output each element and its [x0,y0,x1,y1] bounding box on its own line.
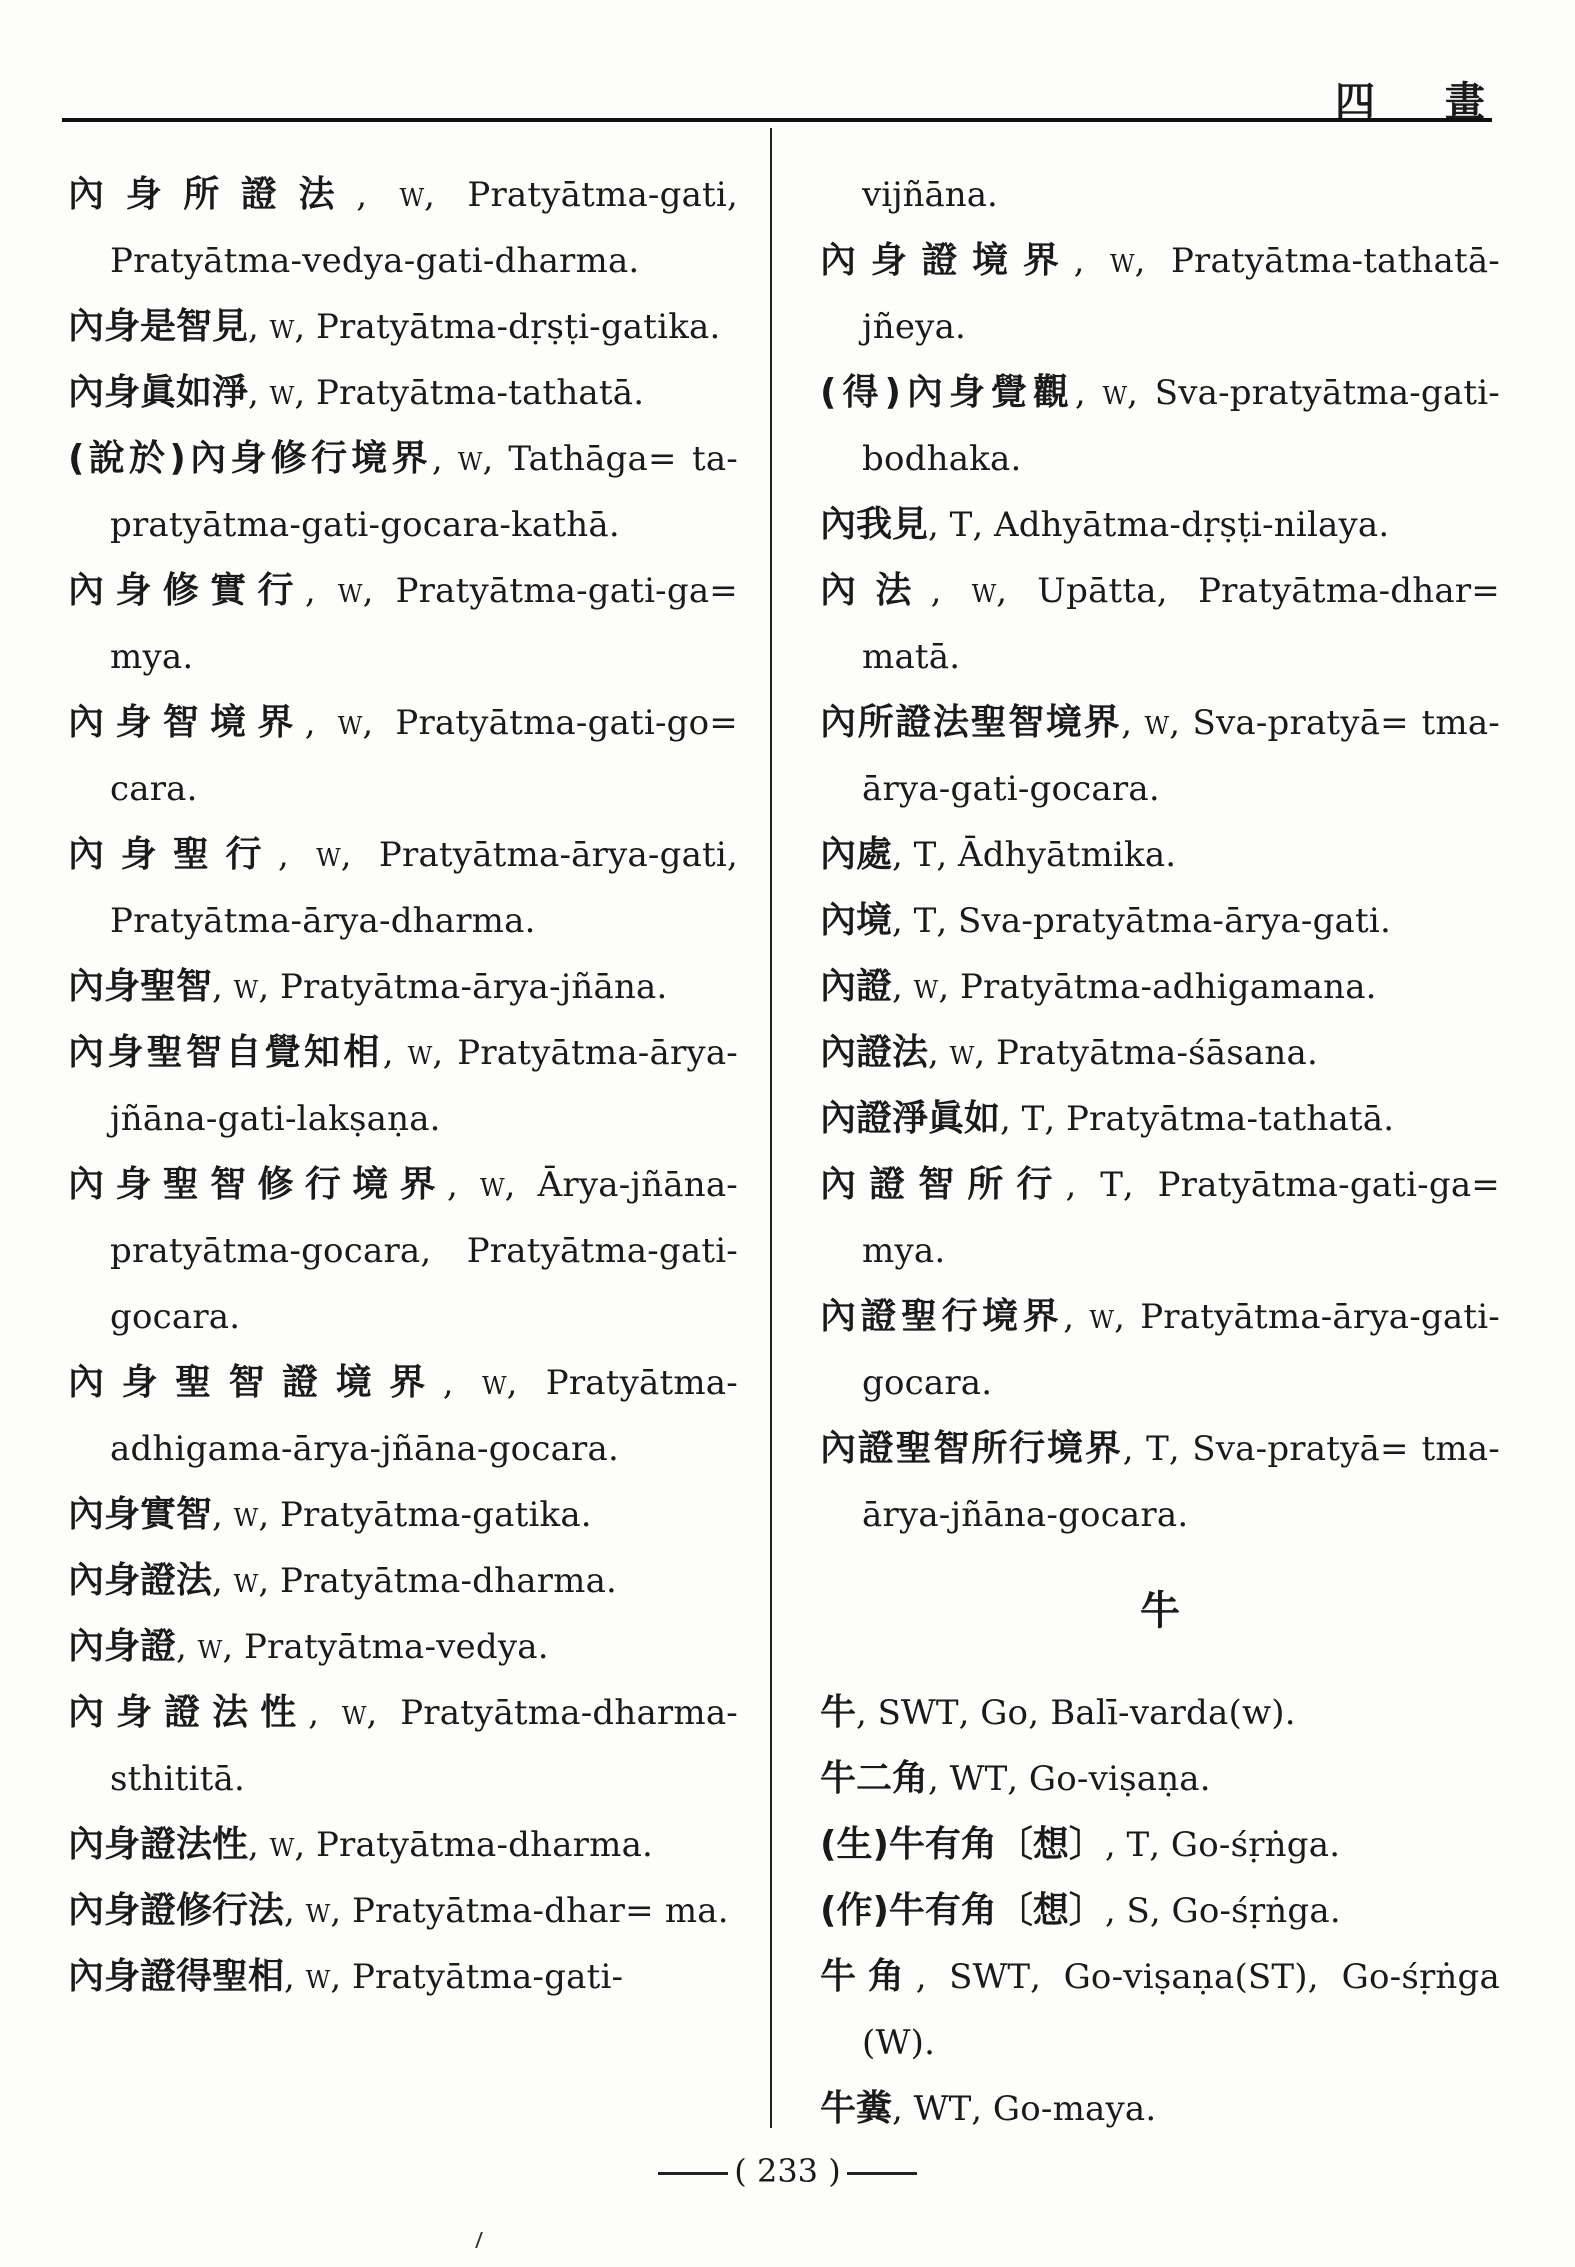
entry-sanskrit: Pratyātma-dṛṣṭi-gatika. [315,307,721,347]
page-header-title: 四 畫 [1335,78,1513,125]
entry-headword: 內身智境界 [68,702,305,743]
entry-headword: 內身修實行 [68,570,305,611]
entry-sanskrit: Pratyātma-tathatā. [1065,1099,1395,1139]
dictionary-entry: 內身聖智證境界, w, Pratyātma-adhigama-ārya-jñāna-gocara. [68,1362,738,1469]
entry-source: w [1089,1297,1115,1337]
dictionary-entry: 內法, w, Upātta, Pratyātma-dhar= matā. [820,570,1500,677]
entry-headword: 內身證修行法 [68,1890,285,1931]
dictionary-entry: (生)牛有角〔想〕, T, Go-śṛṅga. [820,1824,1341,1865]
dictionary-entry: 內證, w, Pratyātma-adhigamana. [820,966,1377,1007]
stray-mark [475,2232,487,2248]
entry-headword: 內所證法聖智境界 [820,702,1122,743]
entry-sanskrit: Pratyātma-śāsana. [995,1033,1318,1073]
entry-headword: 內身證法性 [68,1692,309,1733]
entry-source: T [1100,1165,1123,1205]
entry-sanskrit: Sva-pratyā= tma-ārya-gati-gocara. [862,703,1500,809]
dictionary-entry: (說於)內身修行境界, w, Tathāga= ta-pratyātma-gati-gocara-kathā. [68,438,738,545]
dictionary-entry: (得)內身覺觀, w, Sva-pratyātma-gati-bodhaka. [820,372,1500,479]
entry-source: T [1146,1429,1169,1469]
entry-sanskrit: Pratyātma-tathatā-jñeya. [862,241,1500,347]
header-rule [62,118,1492,122]
entry-sanskrit: Ādhyātmika. [957,835,1177,875]
entry-source: SWT [877,1693,959,1733]
entry-headword: (說於)內身修行境界 [68,438,432,479]
dictionary-entry: 內身聖行, w, Pratyātma-ārya-gati, Pratyātma-ārya-dharma. [68,834,738,941]
entry-sanskrit: Sva-pratyātma-gati-bodhaka. [862,373,1500,479]
entry-source: w [971,571,997,611]
entry-sanskrit: Pratyātma-adhigama-ārya-jñāna-gocara. [110,1363,738,1469]
dictionary-entry: (作)牛有角〔想〕, S, Go-śṛṅga. [820,1890,1341,1931]
entry-sanskrit: Pratyātma-gati- [351,1957,624,1997]
dictionary-entry: 牛二角, WT, Go-viṣaṇa. [820,1758,1211,1799]
dictionary-entry: 內境, T, Sva-pratyātma-ārya-gati. [820,900,1391,941]
dictionary-entry: 牛角, SWT, Go-viṣaṇa(ST), Go-śṛṅga (W). [820,1956,1500,2063]
entry-headword: 內身證法 [68,1560,213,1601]
dictionary-entry: 內證淨眞如, T, Pratyātma-tathatā. [820,1098,1395,1139]
entry-source: w [305,1891,331,1931]
dictionary-entry: 內身證境界, w, Pratyātma-tathatā-jñeya. [820,240,1500,347]
dictionary-entry: 內身聖智修行境界, w, Ārya-jñāna-pratyātma-gocara, Pratyātma-gati-gocara. [68,1164,738,1337]
dictionary-entry: 內身是智見, w, Pratyātma-dṛṣṭi-gatika. [68,306,721,347]
entry-sanskrit: Pratyātma-tathatā. [315,373,645,413]
entry-headword: 內處 [820,834,893,875]
entry-sanskrit: Pratyātma-vedya. [243,1627,549,1667]
entry-source: T [913,901,937,941]
entry-sanskrit: Pratyātma-gati-ga= mya. [862,1165,1500,1271]
entry-source: w [269,373,295,413]
page-number-text: ( 233 ) [734,2152,841,2190]
entry-source: w [305,1957,331,1997]
entry-headword: (作)牛有角〔想〕 [820,1890,1105,1931]
dictionary-entry: 內證聖行境界, w, Pratyātma-ārya-gati-gocara. [820,1296,1500,1403]
entry-source: S [1126,1891,1150,1931]
entry-source: w [197,1627,223,1667]
entry-headword: 內身聖智證境界 [68,1362,443,1403]
entry-headword: 內身眞如淨 [68,372,249,413]
entry-headword: (得)內身覺觀 [820,372,1075,413]
dictionary-entry: 內身聖智自覺知相, w, Pratyātma-ārya-jñāna-gati-lakṣaṇa. [68,1032,738,1139]
dictionary-entry: 內身證, w, Pratyātma-vedya. [68,1626,549,1667]
entry-sanskrit: Pratyātma-ārya-jñāna. [279,967,668,1007]
dictionary-entry: 牛糞, WT, Go-maya. [820,2088,1157,2129]
entry-headword: 內證聖行境界 [820,1296,1064,1337]
page-number [0,2152,1575,2190]
entry-sanskrit: Pratyātma-adhigamana. [959,967,1377,1007]
dictionary-entry: 內身所證法, w, Pratyātma-gati, Pratyātma-vedya-gati-dharma. [68,174,738,281]
entry-source: w [233,1561,259,1601]
entry-source: w [913,967,939,1007]
entry-sanskrit: Tathāga= ta-pratyātma-gati-gocara-kathā. [110,439,738,545]
entry-source: SWT [949,1957,1031,1997]
entry-source: w [479,1165,505,1205]
dictionary-entry: 內身眞如淨, w, Pratyātma-tathatā. [68,372,645,413]
dictionary-entry: 內所證法聖智境界, w, Sva-pratyā= tma-ārya-gati-gocara. [820,702,1500,809]
entry-source: w [337,703,363,743]
entry-source: w [269,1825,295,1865]
entry-source: w [341,1693,367,1733]
entry-headword: 內身證境界 [820,240,1074,281]
entry-headword: 內身聖行 [68,834,278,875]
entry-headword: 內身證得聖相 [68,1956,285,1997]
dictionary-entry: 內身證得聖相, w, Pratyātma-gati- [68,1956,624,1997]
entry-headword: 內證淨眞如 [820,1098,1001,1139]
entry-source: T [949,505,973,545]
entry-source: T [1021,1099,1045,1139]
entry-source: w [269,307,295,347]
dictionary-entry: 內身聖智, w, Pratyātma-ārya-jñāna. [68,966,668,1007]
dictionary-entry: 內身證法, w, Pratyātma-dharma. [68,1560,618,1601]
entry-source: w [481,1363,507,1403]
entry-source: T [1126,1825,1150,1865]
entry-source: w [399,175,425,215]
entry-source: w [457,439,483,479]
right-column [820,162,1500,2142]
column-divider [770,128,772,2128]
entry-headword: 牛 [820,1692,857,1733]
dictionary-entry: 內身證法性, w, Pratyātma-dharma. [68,1824,654,1865]
left-column [68,162,738,2010]
entry-headword: 內身聖智修行境界 [68,1164,447,1205]
entry-sanskrit: Sva-pratyā= tma-ārya-jñāna-gocara. [862,1429,1500,1535]
entry-sanskrit: Pratyātma-ārya-gati-gocara. [862,1297,1500,1403]
entry-headword: 內身證法性 [68,1824,249,1865]
dictionary-entry: 內身證修行法, w, Pratyātma-dhar= ma. [68,1890,729,1931]
continuation-text: vijñāna. [862,175,998,215]
entry-source: w [1102,373,1128,413]
entry-sanskrit: Ārya-jñāna-pratyātma-gocara, Pratyātma-gati-gocara. [110,1165,738,1337]
entry-sanskrit: Pratyātma-dhar= ma. [351,1891,729,1931]
page-number-dash-right [847,2172,917,2175]
entry-sanskrit: Pratyātma-dharma. [315,1825,654,1865]
entry-headword: 內境 [820,900,893,941]
entry-source: WT [949,1759,1008,1799]
entry-sanskrit: Go-viṣaṇa. [1028,1759,1211,1799]
entry-headword: 內身聖智 [68,966,213,1007]
entry-sanskrit: Go-maya. [992,2089,1157,2129]
page-number-dash-left [658,2172,728,2175]
entry-sanskrit: Pratyātma-ārya-jñāna-gati-lakṣaṇa. [110,1033,738,1139]
entry-headword: 內我見 [820,504,929,545]
entry-sanskrit: Go-viṣaṇa(ST), Go-śṛṅga (W). [862,1957,1500,2063]
entry-headword: 內證聖智所行境界 [820,1428,1123,1469]
entry-source: w [233,967,259,1007]
entry-source: WT [913,2089,972,2129]
entry-source: w [233,1495,259,1535]
entry-sanskrit: Pratyātma-gati-ga= mya. [110,571,738,677]
entry-source: w [337,571,363,611]
entry-headword: (生)牛有角〔想〕 [820,1824,1105,1865]
entry-sanskrit: Pratyātma-gati-go= cara. [110,703,738,809]
dictionary-entry: 內身實智, w, Pratyātma-gatika. [68,1494,592,1535]
entry-source: w [407,1033,433,1073]
dictionary-entry: 內我見, T, Adhyātma-dṛṣṭi-nilaya. [820,504,1390,545]
dictionary-entry: 內處, T, Ādhyātmika. [820,834,1177,875]
entry-sanskrit: Go-śṛṅga. [1171,1891,1341,1931]
entry-headword: 牛二角 [820,1758,929,1799]
entry-headword: 牛角 [820,1956,916,1997]
entry-sanskrit: Go, Balī-varda(w). [980,1693,1296,1733]
entry-sanskrit: Sva-pratyātma-ārya-gati. [957,901,1391,941]
entry-sanskrit: Upātta, Pratyātma-dhar= matā. [862,571,1500,677]
entry-headword: 內證智所行 [820,1164,1066,1205]
dictionary-entry: 內證聖智所行境界, T, Sva-pratyā= tma-ārya-jñāna-gocara. [820,1428,1500,1535]
dictionary-entry: 內證法, w, Pratyātma-śāsana. [820,1032,1318,1073]
entry-source: w [316,835,341,875]
entry-sanskrit: Pratyātma-gatika. [279,1495,592,1535]
entry-source: w [949,1033,975,1073]
entry-headword: 內身是智見 [68,306,249,347]
dictionary-entry: 內身智境界, w, Pratyātma-gati-go= cara. [68,702,738,809]
dictionary-entry: 內證智所行, T, Pratyātma-gati-ga= mya. [820,1164,1500,1271]
entry-sanskrit: Go-śṛṅga. [1170,1825,1341,1865]
entry-headword: 牛糞 [820,2088,893,2129]
dictionary-entry: 內身證法性, w, Pratyātma-dharma-sthititā. [68,1692,738,1799]
section-heading: 牛 [1140,1588,1180,1634]
entry-headword: 內身實智 [68,1494,213,1535]
entry-headword: 內法 [820,570,931,611]
entry-sanskrit: Adhyātma-dṛṣṭi-nilaya. [993,505,1390,545]
entry-sanskrit: Pratyātma-gati, Pratyātma-vedya-gati-dharma. [110,175,738,281]
entry-headword: 內身聖智自覺知相 [68,1032,383,1073]
entry-sanskrit: Pratyātma-ārya-gati, Pratyātma-ārya-dharma. [110,835,738,941]
entry-headword: 內證法 [820,1032,929,1073]
entry-headword: 內身證 [68,1626,177,1667]
dictionary-entry: 牛, SWT, Go, Balī-varda(w). [820,1692,1296,1733]
entry-source: w [1109,241,1135,281]
entry-sanskrit: Pratyātma-dharma-sthititā. [110,1693,738,1799]
dictionary-entry: 內身修實行, w, Pratyātma-gati-ga= mya. [68,570,738,677]
entry-source: T [913,835,937,875]
entry-headword: 內身所證法 [68,174,357,215]
entry-sanskrit: Pratyātma-dharma. [279,1561,618,1601]
entry-headword: 內證 [820,966,893,1007]
entry-source: w [1144,703,1170,743]
